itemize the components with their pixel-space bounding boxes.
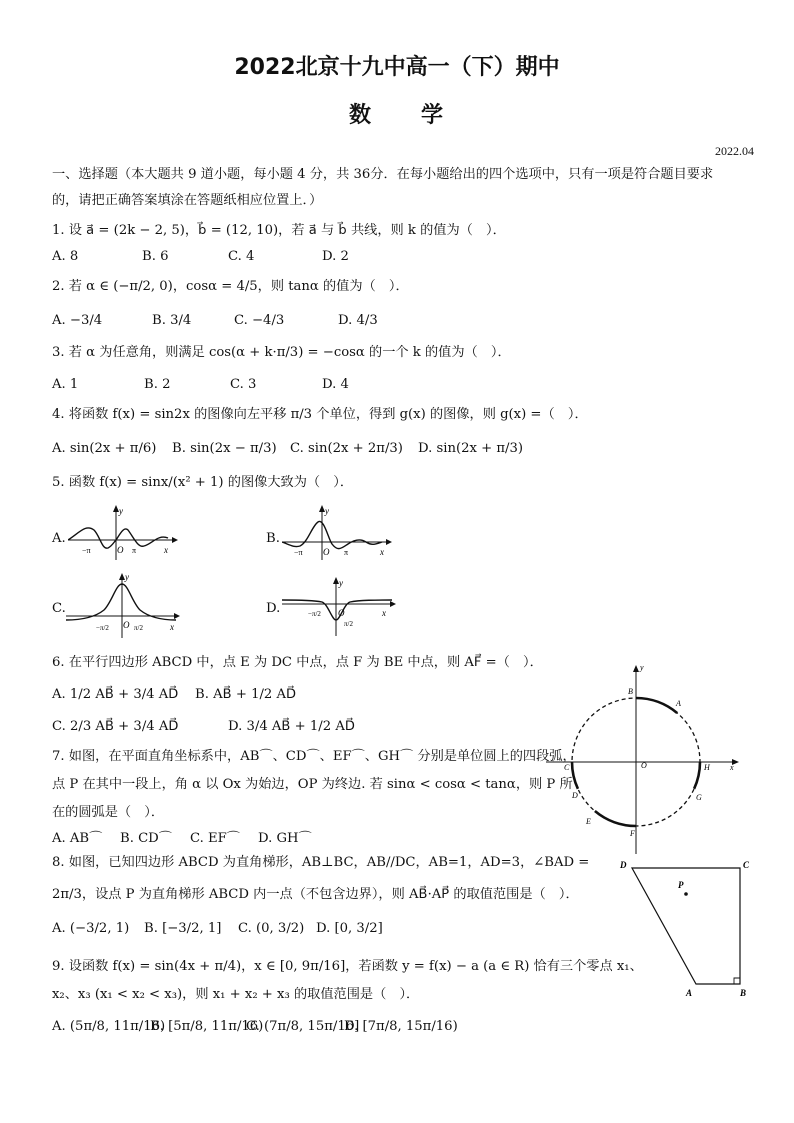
option-b: B. 2 <box>144 377 171 392</box>
pi-label: π <box>132 546 137 555</box>
x-axis-arrow <box>386 539 392 545</box>
graph-b <box>282 502 392 560</box>
graph-a <box>68 502 178 560</box>
point-b-label: B <box>628 687 633 696</box>
option-b: B. AB⃗ + 1/2 AD⃗ <box>195 687 297 702</box>
question-8-stem-line1: 8. 如图，已知四边形 ABCD 为直角梯形，AB⊥BC，AB//DC，AB=1，AD=3，∠BAD = <box>52 855 590 870</box>
label-b: B <box>740 988 747 998</box>
label-p: P <box>678 880 684 890</box>
x-label: x <box>164 545 168 555</box>
option-b: B. sin(2x − π/3) <box>172 441 277 456</box>
subject-title: 数 学 <box>348 103 445 128</box>
arc-gh <box>694 762 700 789</box>
neg-pi-label: −π <box>294 548 303 557</box>
y-label: y <box>339 578 343 588</box>
option-b: B. 3/4 <box>152 313 192 328</box>
option-b: B. CD⌒ <box>120 831 172 846</box>
question-1-stem: 1. 设 a⃗ = (2k − 2, 5)，b⃗ = (12, 10)，若 a⃗ 与 b⃗ 共线，则 k 的值为（ ）． <box>52 223 506 238</box>
option-a: A. AB⌒ <box>52 831 103 846</box>
curve <box>282 600 392 620</box>
origin-label: O <box>641 761 647 770</box>
question-4-stem: 4. 将函数 f(x) = sin2x 的图像向左平移 π/3 个单位，得到 g(x) 的图像，则 g(x) =（ ）． <box>52 407 588 422</box>
y-label: y <box>125 572 129 582</box>
question-8-options <box>52 920 383 938</box>
question-9-stem-line1: 9. 设函数 f(x) = sin(4x + π/4)，x ∈ [0, 9π/16]，若函数 y = f(x) − a (a ∈ R) 恰有三个零点 x₁、 <box>52 959 643 974</box>
curve <box>66 584 176 620</box>
option-a: A. 8 <box>52 249 79 264</box>
y-axis-arrow <box>633 665 639 672</box>
page-title: 2022北京十九中高一（下）期中 <box>234 55 560 80</box>
neg-pi-label: −π <box>82 546 91 555</box>
question-4-options <box>52 440 523 458</box>
y-label: y <box>325 506 329 516</box>
option-c: C. EF⌒ <box>190 831 240 846</box>
point-h-label: H <box>704 763 710 772</box>
option-d: D. 3/4 AB⃗ + 1/2 AD⃗ <box>228 719 356 734</box>
option-d: D. sin(2x + π/3) <box>418 441 524 456</box>
question-2-stem: 2. 若 α ∈ (−π/2, 0)，cosα = 4/5，则 tanα 的值为（ ）． <box>52 279 409 294</box>
exam-date: 2022.04 <box>715 144 754 158</box>
option-d: D. [0, 3/2] <box>316 921 383 936</box>
question-3-stem: 3. 若 α 为任意角，则满足 cos(α + k·π/3) = −cosα 的一个 k 的值为（ ）． <box>52 345 511 360</box>
option-a: A. (−3/2, 1) <box>52 921 130 936</box>
origin-label: O <box>323 547 330 557</box>
label-c: C <box>743 860 750 870</box>
question-8-stem-line2: 2π/3，设点 P 为直角梯形 ABCD 内一点（不包含边界），则 AB⃗·AP⃗ 的取值范围是（ ）． <box>52 887 579 902</box>
unit-circle-figure <box>546 660 742 854</box>
question-2-options <box>52 312 378 330</box>
x-axis-arrow <box>172 537 178 543</box>
point-c-label: C <box>564 763 570 772</box>
option-a-label: A. <box>52 531 66 546</box>
question-5-stem: 5. 函数 f(x) = sinx/(x² + 1) 的图像大致为（ ）． <box>52 475 354 490</box>
point-d-label: D <box>572 791 578 800</box>
option-d: D. 2 <box>322 249 349 264</box>
point-a-label: A <box>676 699 681 708</box>
option-c: C. (7π/8, 15π/16] <box>246 1019 360 1034</box>
option-d: D. [7π/8, 15π/16) <box>344 1019 458 1034</box>
x-label: x <box>170 622 174 632</box>
curve <box>282 521 382 548</box>
question-1-options <box>52 248 349 266</box>
question-9-options <box>52 1018 458 1036</box>
half-pi-label: π/2 <box>344 620 353 628</box>
point-e-label: E <box>586 817 591 826</box>
x-axis-arrow <box>390 601 396 607</box>
x-label: x <box>382 608 386 618</box>
option-b: B. [−3/2, 1] <box>144 921 222 936</box>
option-c-label: C. <box>52 601 66 616</box>
question-7-stem-line1: 7. 如图，在平面直角坐标系中，AB⌒、CD⌒、EF⌒、GH⌒ 分别是单位圆上的四段弧， <box>52 749 576 764</box>
y-label: y <box>119 506 123 516</box>
option-c: C. (0, 3/2) <box>238 921 305 936</box>
graph-d <box>282 574 398 636</box>
option-c: C. −4/3 <box>234 313 285 328</box>
graph-c <box>66 568 182 638</box>
option-c: C. sin(2x + 2π/3) <box>290 441 403 456</box>
option-d: D. GH⌒ <box>258 831 312 846</box>
trapezoid-figure <box>610 854 760 1000</box>
neg-half-pi-label: −π/2 <box>96 624 109 632</box>
option-a: A. (5π/8, 11π/16) <box>52 1019 166 1034</box>
point-p <box>684 892 688 896</box>
option-c: C. 3 <box>230 377 257 392</box>
point-f-label: F <box>630 829 635 838</box>
section-intro-line2: 的，请把正确答案填涂在答题纸相应位置上．） <box>52 193 323 208</box>
option-c: C. 4 <box>228 249 255 264</box>
question-9-stem-line2: x₂、x₃ (x₁ < x₂ < x₃)，则 x₁ + x₂ + x₃ 的取值范围是（ ）． <box>52 987 420 1002</box>
option-a: A. 1 <box>52 377 79 392</box>
option-a: A. sin(2x + π/6) <box>52 441 157 456</box>
option-b: B. 6 <box>142 249 169 264</box>
x-axis-arrow <box>174 613 180 619</box>
option-b-label: B. <box>266 531 280 546</box>
pi-label: π <box>344 548 349 557</box>
trapezoid-abcd <box>632 868 740 984</box>
label-a: A <box>686 988 693 998</box>
option-d: D. 4 <box>322 377 349 392</box>
arc-cd <box>572 762 578 789</box>
section-intro-line1: 一、选择题（本大题共 9 道小题，每小题 4 分，共 36分．在每小题给出的四个选项中，只有一项是符合题目要求 <box>52 167 714 182</box>
x-label: x <box>380 547 384 557</box>
half-pi-label: π/2 <box>134 624 143 632</box>
option-a: A. 1/2 AB⃗ + 3/4 AD⃗ <box>52 687 179 702</box>
origin-label: O <box>338 608 345 618</box>
origin-label: O <box>123 620 130 630</box>
y-label: y <box>640 663 644 672</box>
option-d-label: D. <box>266 601 281 616</box>
x-label: x <box>730 763 734 772</box>
option-b: B. [5π/8, 11π/16) <box>150 1019 264 1034</box>
question-7-stem-line2: 点 P 在其中一段上，角 α 以 Ox 为始边，OP 为终边. 若 sinα < cosα < tanα，则 P 所 <box>52 777 573 792</box>
point-g-label: G <box>696 793 702 802</box>
arc-ab <box>636 698 677 713</box>
arc-ef <box>595 811 636 826</box>
right-angle-mark <box>734 978 740 984</box>
question-3-options <box>52 376 349 394</box>
question-6-stem: 6. 在平行四边形 ABCD 中，点 E 为 DC 中点，点 F 为 BE 中点，则 AF⃗ =（ ）． <box>52 655 543 670</box>
origin-label: O <box>117 545 124 555</box>
question-7-stem-line3: 在的圆弧是（ ）． <box>52 805 165 820</box>
option-d: D. 4/3 <box>338 313 378 328</box>
label-d: D <box>620 860 627 870</box>
neg-half-pi-label: −π/2 <box>308 610 321 618</box>
option-a: A. −3/4 <box>52 313 103 328</box>
option-c: C. 2/3 AB⃗ + 3/4 AD⃗ <box>52 719 179 734</box>
question-7-options <box>52 830 312 848</box>
